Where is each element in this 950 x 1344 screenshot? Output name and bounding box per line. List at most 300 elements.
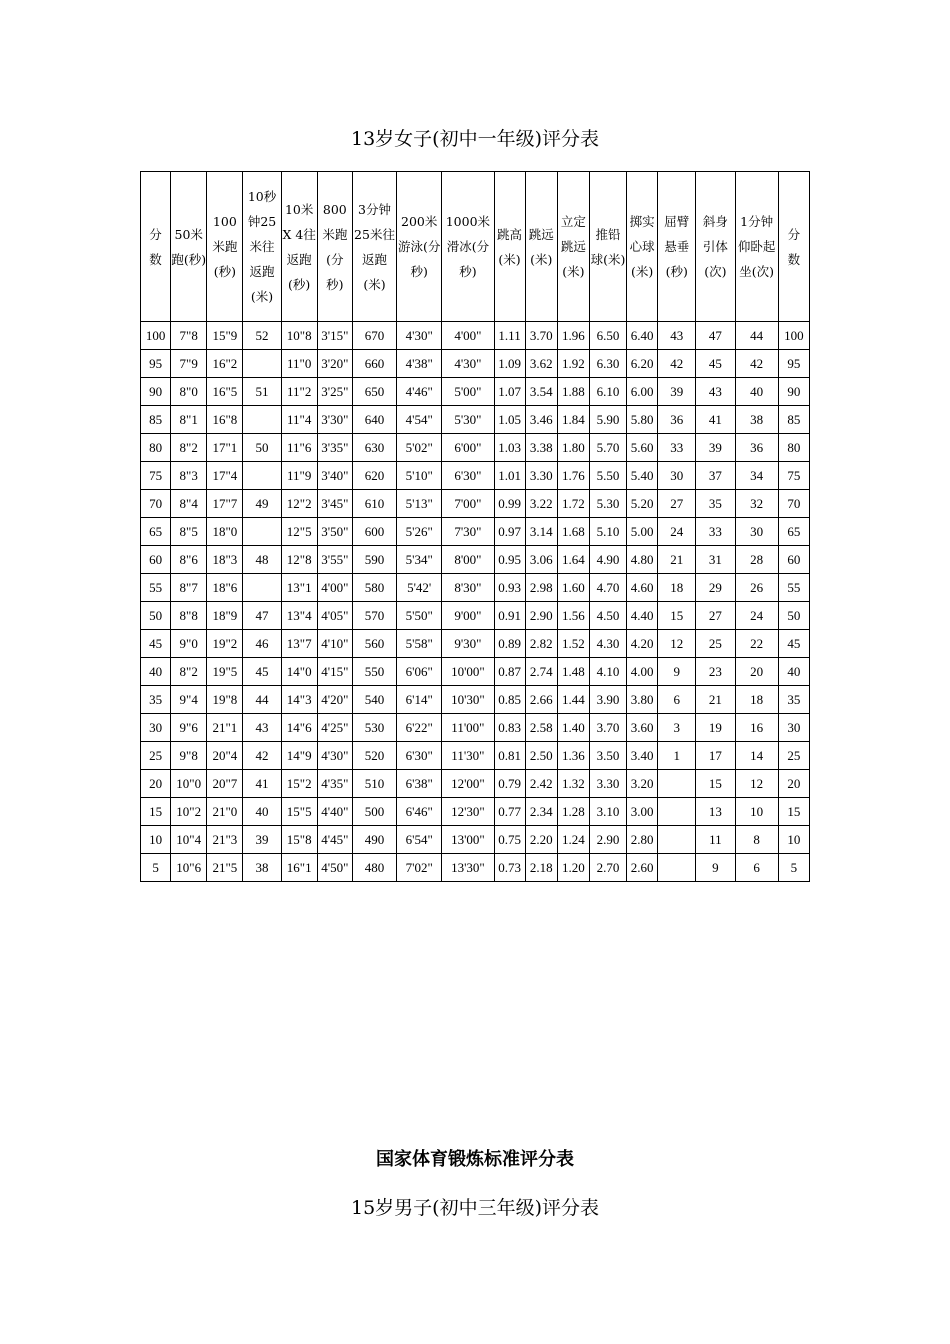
table-cell: 2.82: [525, 630, 557, 658]
table-cell: 12: [735, 770, 778, 798]
table-cell: 7'02": [397, 854, 442, 882]
table-cell: 18"0: [207, 518, 243, 546]
table-cell: 5'02": [397, 434, 442, 462]
table-cell: 15"2: [281, 770, 317, 798]
table-cell: 4.20: [627, 630, 658, 658]
table-cell: 40: [735, 378, 778, 406]
table-cell: 47: [696, 322, 735, 350]
table-cell: 13: [696, 798, 735, 826]
table-title-13-girls: 13岁女子(初中一年级)评分表: [350, 128, 599, 150]
table-cell: 1.96: [557, 322, 589, 350]
table-cell: 42: [243, 742, 281, 770]
table-cell: 3'15": [317, 322, 352, 350]
table-cell: 3'45": [317, 490, 352, 518]
header-cell: 3分钟25米往返跑(米): [352, 172, 396, 322]
table-row: [141, 686, 810, 714]
table-cell: 15: [658, 602, 696, 630]
table-row: [141, 714, 810, 742]
table-cell: 3.50: [589, 742, 626, 770]
table-cell: 3.80: [627, 686, 658, 714]
table-cell: 16"1: [281, 854, 317, 882]
table-row: [141, 770, 810, 798]
table-cell: 8"2: [171, 658, 207, 686]
table-cell: 8"5: [171, 518, 207, 546]
table-cell: 4'38": [397, 350, 442, 378]
table-cell: 7'00": [442, 490, 494, 518]
table-cell: 35: [778, 686, 809, 714]
table-cell: 5'00": [442, 378, 494, 406]
table-cell: 12'00": [442, 770, 494, 798]
table-cell: 14"6: [281, 714, 317, 742]
table-cell: 0.93: [494, 574, 525, 602]
table-cell: 3'40": [317, 462, 352, 490]
table-cell: 25: [141, 742, 171, 770]
table-cell: 10"0: [171, 770, 207, 798]
table-cell: 1.24: [557, 826, 589, 854]
table-cell: 5'42': [397, 574, 442, 602]
table-cell: 11"6: [281, 434, 317, 462]
table-cell: 14: [735, 742, 778, 770]
table-cell: 4.80: [627, 546, 658, 574]
table-cell: 12"5: [281, 518, 317, 546]
header-cell: 分数: [141, 172, 171, 322]
table-cell: 38: [735, 406, 778, 434]
table-cell: 15"8: [281, 826, 317, 854]
table-cell: 8"8: [171, 602, 207, 630]
table-cell: 11"9: [281, 462, 317, 490]
table-cell: 5.60: [627, 434, 658, 462]
table-cell: 5.30: [589, 490, 626, 518]
table-cell: 21"5: [207, 854, 243, 882]
table-cell: 3.62: [525, 350, 557, 378]
table-cell: 31: [696, 546, 735, 574]
header-cell: 跳高(米): [494, 172, 525, 322]
header-cell: 10秒钟25米往返跑(米): [243, 172, 281, 322]
table-cell: 90: [141, 378, 171, 406]
table-cell: 47: [243, 602, 281, 630]
table-cell: 1.84: [557, 406, 589, 434]
table-row: [141, 602, 810, 630]
table-cell: 15: [778, 798, 809, 826]
table-cell: 5'13": [397, 490, 442, 518]
table-cell: 44: [735, 322, 778, 350]
table-cell: 660: [352, 350, 396, 378]
table-cell: 6'00": [442, 434, 494, 462]
table-cell: 2.50: [525, 742, 557, 770]
table-cell: 4.30: [589, 630, 626, 658]
table-cell: 1.68: [557, 518, 589, 546]
table-row: [141, 630, 810, 658]
table-cell: 5: [778, 854, 809, 882]
table-cell: 30: [735, 518, 778, 546]
table-cell: 85: [141, 406, 171, 434]
table-cell: 22: [735, 630, 778, 658]
table-cell: 600: [352, 518, 396, 546]
table-cell: 10: [735, 798, 778, 826]
table-cell: 2.18: [525, 854, 557, 882]
table-cell: 65: [778, 518, 809, 546]
table-cell: 27: [696, 602, 735, 630]
table-row: [141, 462, 810, 490]
table-cell: 25: [696, 630, 735, 658]
table-cell: 4'20": [317, 686, 352, 714]
table-cell: [658, 854, 696, 882]
table-row: [141, 546, 810, 574]
table-cell: 85: [778, 406, 809, 434]
table-cell: 620: [352, 462, 396, 490]
table-cell: 570: [352, 602, 396, 630]
table-cell: 20"4: [207, 742, 243, 770]
table-cell: 10: [141, 826, 171, 854]
table-row: [141, 434, 810, 462]
table-cell: 12: [658, 630, 696, 658]
table-cell: 52: [243, 322, 281, 350]
table-cell: 49: [243, 490, 281, 518]
table-cell: 20"7: [207, 770, 243, 798]
table-cell: 6'30": [442, 462, 494, 490]
table-title-15-boys: 15岁男子(初中三年级)评分表: [350, 1197, 599, 1219]
table-cell: 16: [735, 714, 778, 742]
table-cell: 8"2: [171, 434, 207, 462]
table-cell: 5.10: [589, 518, 626, 546]
table-cell: 50: [141, 602, 171, 630]
table-cell: 40: [778, 658, 809, 686]
table-cell: 45: [696, 350, 735, 378]
table-cell: 7"9: [171, 350, 207, 378]
table-cell: 1.32: [557, 770, 589, 798]
table-cell: 4'30": [397, 322, 442, 350]
table-cell: 4'46": [397, 378, 442, 406]
table-cell: 3.54: [525, 378, 557, 406]
table-row: [141, 854, 810, 882]
table-cell: 9"6: [171, 714, 207, 742]
table-cell: 43: [696, 378, 735, 406]
table-cell: 3'30": [317, 406, 352, 434]
table-cell: 5.20: [627, 490, 658, 518]
table-cell: 520: [352, 742, 396, 770]
table-cell: 48: [243, 546, 281, 574]
table-cell: 3.14: [525, 518, 557, 546]
table-cell: 41: [243, 770, 281, 798]
header-cell: 屈臂悬垂(秒): [658, 172, 696, 322]
table-cell: 3'20": [317, 350, 352, 378]
header-cell: 800米跑(分秒): [317, 172, 352, 322]
table-cell: 4'25": [317, 714, 352, 742]
table-cell: 1.20: [557, 854, 589, 882]
table-cell: 70: [141, 490, 171, 518]
header-cell: 10米X 4往返跑(秒): [281, 172, 317, 322]
table-cell: 17: [696, 742, 735, 770]
table-cell: 65: [141, 518, 171, 546]
table-cell: 480: [352, 854, 396, 882]
table-cell: 2.20: [525, 826, 557, 854]
table-cell: 2.66: [525, 686, 557, 714]
header-cell: 50米跑(秒): [171, 172, 207, 322]
table-cell: 75: [141, 462, 171, 490]
table-cell: 3.40: [627, 742, 658, 770]
table-cell: 5.00: [627, 518, 658, 546]
table-cell: 20: [141, 770, 171, 798]
table-cell: 13"7: [281, 630, 317, 658]
table-cell: 34: [735, 462, 778, 490]
table-cell: 42: [735, 350, 778, 378]
table-cell: 3'50": [317, 518, 352, 546]
table-cell: 6.30: [589, 350, 626, 378]
section-heading: 国家体育锻炼标准评分表: [376, 1149, 574, 1170]
table-cell: 8"6: [171, 546, 207, 574]
table-cell: 4'00": [442, 322, 494, 350]
table-cell: 630: [352, 434, 396, 462]
table-cell: 3.38: [525, 434, 557, 462]
table-cell: 1.44: [557, 686, 589, 714]
table-cell: 11"4: [281, 406, 317, 434]
table-cell: 39: [696, 434, 735, 462]
header-cell: 100米跑(秒): [207, 172, 243, 322]
table-cell: 10'00": [442, 658, 494, 686]
table-cell: 40: [141, 658, 171, 686]
table-cell: 27: [658, 490, 696, 518]
table-cell: 1.60: [557, 574, 589, 602]
table-cell: 1.11: [494, 322, 525, 350]
table-cell: 610: [352, 490, 396, 518]
table-cell: 35: [696, 490, 735, 518]
table-cell: 3.10: [589, 798, 626, 826]
table-cell: 550: [352, 658, 396, 686]
table-cell: 10"8: [281, 322, 317, 350]
table-cell: 9"4: [171, 686, 207, 714]
table-cell: 18"3: [207, 546, 243, 574]
table-cell: 1.36: [557, 742, 589, 770]
table-cell: [243, 518, 281, 546]
table-cell: 1.28: [557, 798, 589, 826]
table-cell: 3'55": [317, 546, 352, 574]
table-row: [141, 322, 810, 350]
table-cell: 32: [735, 490, 778, 518]
table-cell: 2.74: [525, 658, 557, 686]
table-cell: 35: [141, 686, 171, 714]
table-cell: 36: [658, 406, 696, 434]
table-cell: 6: [735, 854, 778, 882]
table-cell: 36: [735, 434, 778, 462]
table-cell: 24: [658, 518, 696, 546]
table-row: [141, 574, 810, 602]
header-cell: 推铅球(米): [589, 172, 626, 322]
table-cell: 6'14": [397, 686, 442, 714]
table-cell: 3.90: [589, 686, 626, 714]
table-cell: 38: [243, 854, 281, 882]
table-cell: 44: [243, 686, 281, 714]
table-cell: 39: [243, 826, 281, 854]
table-cell: [243, 406, 281, 434]
table-cell: 3: [658, 714, 696, 742]
table-cell: 0.81: [494, 742, 525, 770]
table-cell: 650: [352, 378, 396, 406]
table-cell: 0.83: [494, 714, 525, 742]
table-cell: 21"1: [207, 714, 243, 742]
table-cell: 9'30": [442, 630, 494, 658]
score-table: [140, 171, 810, 882]
table-cell: 2.70: [589, 854, 626, 882]
table-cell: 8'00": [442, 546, 494, 574]
table-cell: 13"4: [281, 602, 317, 630]
table-cell: 17"4: [207, 462, 243, 490]
table-cell: 8"3: [171, 462, 207, 490]
table-cell: 590: [352, 546, 396, 574]
table-cell: 6.50: [589, 322, 626, 350]
table-cell: 4'30": [317, 742, 352, 770]
table-cell: 1.48: [557, 658, 589, 686]
table-cell: 13'00": [442, 826, 494, 854]
table-cell: 43: [243, 714, 281, 742]
table-cell: 10"6: [171, 854, 207, 882]
table-cell: 3.70: [589, 714, 626, 742]
header-cell: 立定跳远(米): [557, 172, 589, 322]
table-cell: 19"2: [207, 630, 243, 658]
table-cell: 42: [658, 350, 696, 378]
table-cell: 95: [778, 350, 809, 378]
table-cell: 12'30": [442, 798, 494, 826]
table-cell: 16"2: [207, 350, 243, 378]
table-cell: 5'50": [397, 602, 442, 630]
table-cell: 8"0: [171, 378, 207, 406]
table-cell: 18: [658, 574, 696, 602]
table-cell: 43: [658, 322, 696, 350]
table-cell: 14"0: [281, 658, 317, 686]
table-cell: 19: [696, 714, 735, 742]
table-cell: 4'40": [317, 798, 352, 826]
table-cell: 20: [778, 770, 809, 798]
table-cell: 51: [243, 378, 281, 406]
table-cell: 3.60: [627, 714, 658, 742]
table-cell: 60: [141, 546, 171, 574]
table-cell: 0.91: [494, 602, 525, 630]
table-cell: 21"3: [207, 826, 243, 854]
table-cell: 0.73: [494, 854, 525, 882]
table-cell: 41: [696, 406, 735, 434]
table-cell: 7"8: [171, 322, 207, 350]
table-row: [141, 826, 810, 854]
table-cell: 1.56: [557, 602, 589, 630]
table-cell: 1.88: [557, 378, 589, 406]
table-cell: 1.01: [494, 462, 525, 490]
table-cell: 6'38": [397, 770, 442, 798]
table-cell: 9: [658, 658, 696, 686]
table-cell: 6'54": [397, 826, 442, 854]
table-row: [141, 490, 810, 518]
table-cell: 490: [352, 826, 396, 854]
table-cell: 45: [141, 630, 171, 658]
table-cell: 2.34: [525, 798, 557, 826]
table-cell: 19"5: [207, 658, 243, 686]
table-cell: 33: [658, 434, 696, 462]
table-cell: 510: [352, 770, 396, 798]
table-row: [141, 406, 810, 434]
table-cell: 14"3: [281, 686, 317, 714]
table-cell: 60: [778, 546, 809, 574]
table-cell: 45: [778, 630, 809, 658]
table-row: [141, 658, 810, 686]
table-cell: 3.20: [627, 770, 658, 798]
table-cell: 4'35": [317, 770, 352, 798]
table-cell: 10: [778, 826, 809, 854]
table-cell: 21: [658, 546, 696, 574]
table-cell: 55: [141, 574, 171, 602]
table-cell: 5'34": [397, 546, 442, 574]
table-cell: 6'06": [397, 658, 442, 686]
table-cell: 2.80: [627, 826, 658, 854]
table-cell: 21"0: [207, 798, 243, 826]
table-cell: 6'30": [397, 742, 442, 770]
table-cell: 2.90: [525, 602, 557, 630]
table-cell: 1.03: [494, 434, 525, 462]
header-cell: 跳远(米): [525, 172, 557, 322]
table-cell: [243, 574, 281, 602]
table-cell: 0.97: [494, 518, 525, 546]
table-cell: 14"9: [281, 742, 317, 770]
table-row: [141, 350, 810, 378]
table-cell: 6.20: [627, 350, 658, 378]
table-cell: 8"4: [171, 490, 207, 518]
table-cell: 30: [141, 714, 171, 742]
table-cell: 13'30": [442, 854, 494, 882]
table-cell: 39: [658, 378, 696, 406]
table-cell: 46: [243, 630, 281, 658]
table-cell: 25: [778, 742, 809, 770]
table-cell: 0.87: [494, 658, 525, 686]
table-cell: 9'00": [442, 602, 494, 630]
table-cell: 1.80: [557, 434, 589, 462]
table-cell: 9"0: [171, 630, 207, 658]
table-cell: 6: [658, 686, 696, 714]
table-cell: 11"2: [281, 378, 317, 406]
table-cell: 8"7: [171, 574, 207, 602]
table-cell: 16"8: [207, 406, 243, 434]
table-cell: [658, 826, 696, 854]
table-cell: 560: [352, 630, 396, 658]
table-cell: 4'15": [317, 658, 352, 686]
table-cell: 6.40: [627, 322, 658, 350]
table-cell: 4'45": [317, 826, 352, 854]
table-cell: 0.99: [494, 490, 525, 518]
table-cell: 3.30: [589, 770, 626, 798]
table-cell: 1.52: [557, 630, 589, 658]
table-cell: 5'30": [442, 406, 494, 434]
table-cell: 5.50: [589, 462, 626, 490]
table-cell: 0.75: [494, 826, 525, 854]
table-cell: 5'10": [397, 462, 442, 490]
header-cell: 分数: [778, 172, 809, 322]
table-cell: 15: [141, 798, 171, 826]
table-cell: 50: [243, 434, 281, 462]
table-cell: 4'50": [317, 854, 352, 882]
table-cell: 4'54": [397, 406, 442, 434]
table-cell: 3.00: [627, 798, 658, 826]
table-row: [141, 518, 810, 546]
table-cell: 7'30": [442, 518, 494, 546]
table-cell: 1.07: [494, 378, 525, 406]
header-cell: 1000米滑冰(分秒): [442, 172, 494, 322]
table-cell: 19"8: [207, 686, 243, 714]
table-cell: 12"8: [281, 546, 317, 574]
table-cell: 11"0: [281, 350, 317, 378]
table-cell: 5.80: [627, 406, 658, 434]
table-cell: 10"4: [171, 826, 207, 854]
table-cell: 70: [778, 490, 809, 518]
table-row: [141, 378, 810, 406]
table-cell: 4.50: [589, 602, 626, 630]
table-cell: 1.76: [557, 462, 589, 490]
table-cell: 2.98: [525, 574, 557, 602]
